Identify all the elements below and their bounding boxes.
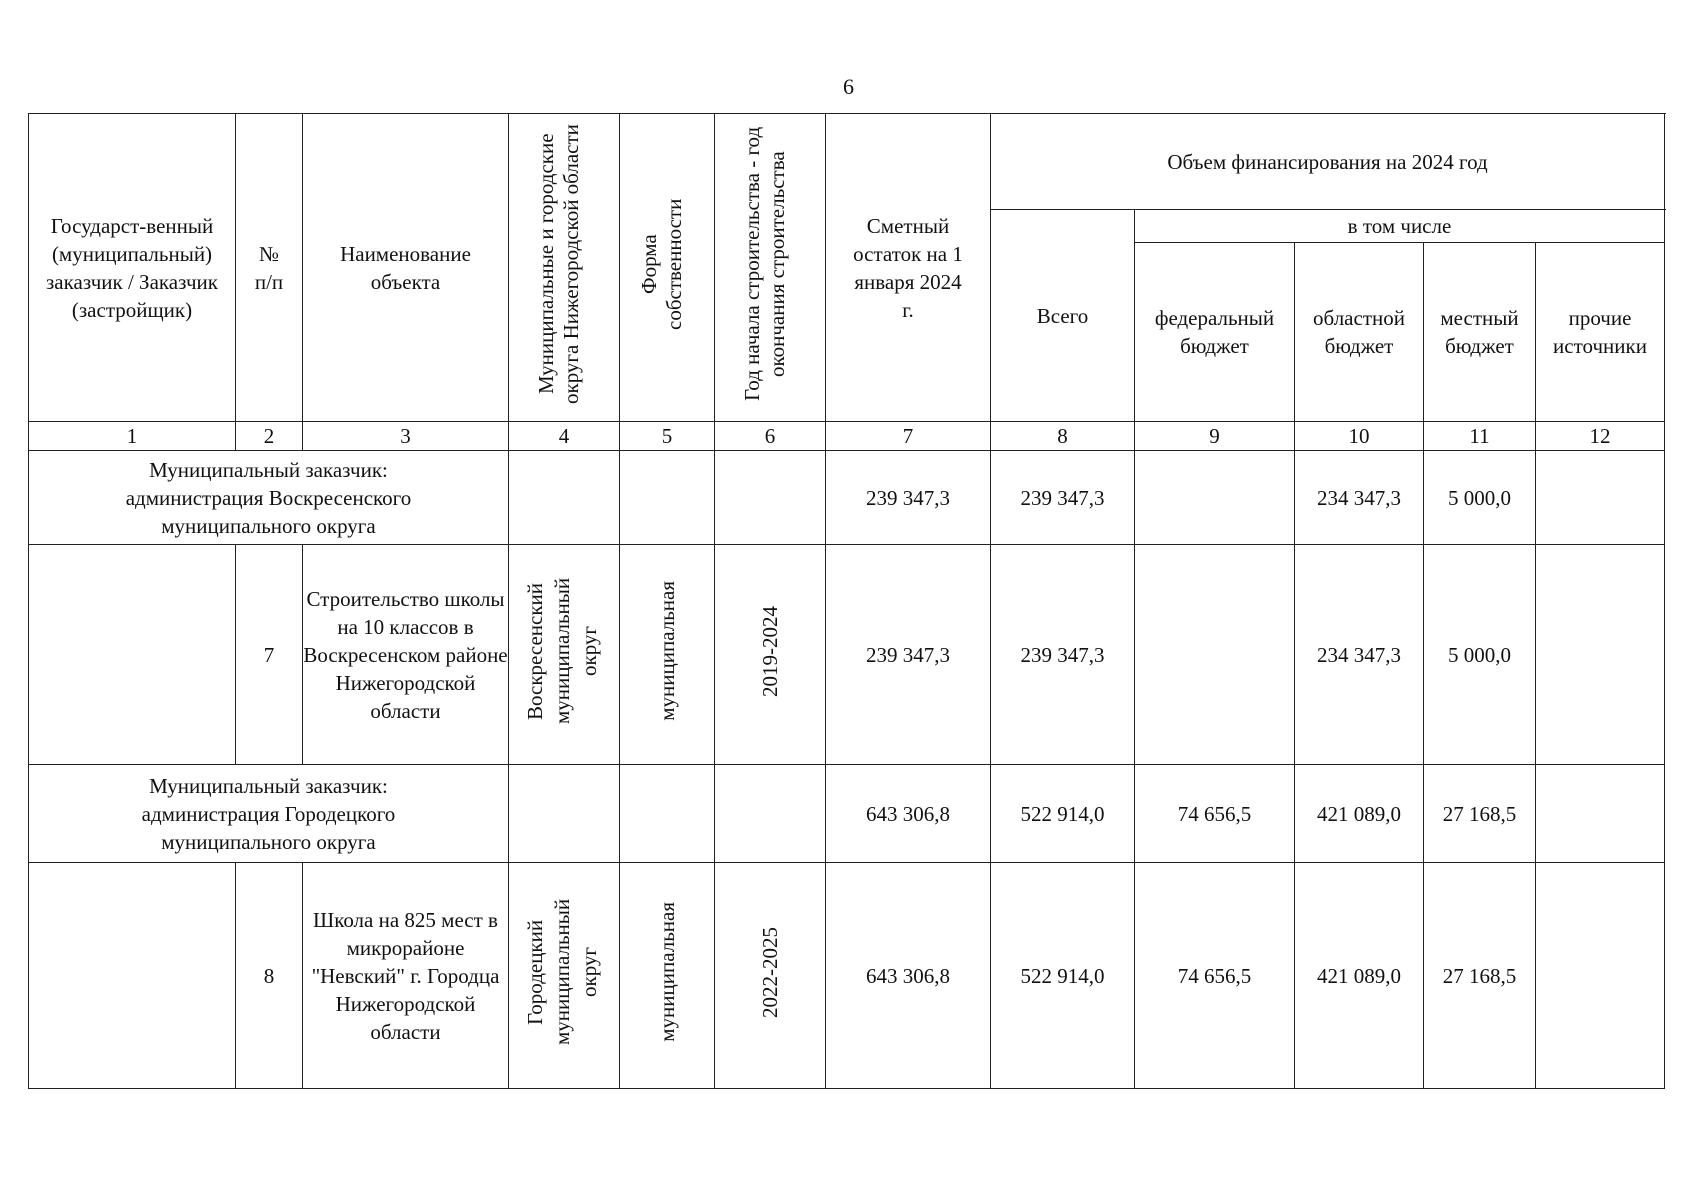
header-local: местный бюджет (1424, 243, 1536, 422)
header-years: Год начала строительства - год окончания строительства (740, 126, 789, 402)
object-number: 7 (236, 545, 303, 765)
other-value (1536, 765, 1665, 863)
header-object-name: Наименование объекта (303, 114, 509, 422)
column-number: 12 (1536, 422, 1665, 451)
total-value: 522 914,0 (991, 863, 1135, 1089)
object-number: 8 (236, 863, 303, 1089)
column-number: 10 (1295, 422, 1424, 451)
total-value: 239 347,3 (991, 545, 1135, 765)
object-municipality: Городецкий муниципальный округ (523, 898, 601, 1046)
local-value: 27 168,5 (1424, 765, 1536, 863)
header-municipality-cell (509, 114, 620, 422)
header-estimate-balance: Сметный остаток на 1 января 2024 г. (826, 114, 991, 422)
empty-cell (620, 765, 715, 863)
customer-row (29, 765, 1665, 863)
column-number: 7 (826, 422, 991, 451)
header-other: прочие источники (1536, 243, 1665, 422)
object-years-cell (715, 863, 826, 1089)
object-name: Строительство школы на 10 классов в Воскресенском районе Нижегородской области (303, 545, 509, 765)
empty-cell (715, 765, 826, 863)
local-value: 27 168,5 (1424, 863, 1536, 1089)
column-number: 1 (29, 422, 236, 451)
estimate-value: 239 347,3 (826, 451, 991, 545)
empty-cell (29, 863, 236, 1089)
local-value: 5 000,0 (1424, 451, 1536, 545)
estimate-value: 239 347,3 (826, 545, 991, 765)
capital-construction-table (28, 113, 1665, 1089)
column-number: 9 (1135, 422, 1295, 451)
empty-cell (715, 451, 826, 545)
object-municipality: Воскресенский муниципальный округ (523, 577, 601, 725)
customer-row (29, 451, 1665, 545)
object-row (29, 863, 1665, 1089)
regional-value: 421 089,0 (1295, 863, 1424, 1089)
header-row (29, 114, 1665, 210)
object-years: 2022-2025 (757, 926, 782, 1018)
object-municipality-cell (509, 545, 620, 765)
estimate-value: 643 306,8 (826, 863, 991, 1089)
other-value (1536, 863, 1665, 1089)
local-value: 5 000,0 (1424, 545, 1536, 765)
other-value (1536, 451, 1665, 545)
estimate-value: 643 306,8 (826, 765, 991, 863)
object-municipality-cell (509, 863, 620, 1089)
page-number: 6 (843, 74, 854, 99)
federal-value (1135, 545, 1295, 765)
empty-cell (509, 451, 620, 545)
header-years-cell (715, 114, 826, 422)
column-number: 11 (1424, 422, 1536, 451)
object-ownership: муниципальная (654, 902, 679, 1042)
object-ownership-cell (620, 545, 715, 765)
federal-value (1135, 451, 1295, 545)
column-number: 3 (303, 422, 509, 451)
other-value (1536, 545, 1665, 765)
header-funding-title: Объем финансирования на 2024 год (991, 114, 1665, 210)
object-ownership: муниципальная (654, 581, 679, 721)
object-row (29, 545, 1665, 765)
empty-cell (509, 765, 620, 863)
regional-value: 421 089,0 (1295, 765, 1424, 863)
header-total: Всего (991, 210, 1135, 422)
column-number: 6 (715, 422, 826, 451)
empty-cell (29, 545, 236, 765)
object-years-cell (715, 545, 826, 765)
total-value: 239 347,3 (991, 451, 1135, 545)
header-regional: областной бюджет (1295, 243, 1424, 422)
total-value: 522 914,0 (991, 765, 1135, 863)
header-number: № п/п (236, 114, 303, 422)
header-customer: Государст-венный (муниципальный) заказчик / Заказчик (застройщик) (29, 114, 236, 422)
column-number: 5 (620, 422, 715, 451)
column-number: 8 (991, 422, 1135, 451)
object-ownership-cell (620, 863, 715, 1089)
customer-name: Муниципальный заказчик: администрация Воскресенского муниципального округа (29, 451, 509, 545)
column-number: 4 (509, 422, 620, 451)
federal-value: 74 656,5 (1135, 863, 1295, 1089)
column-number: 2 (236, 422, 303, 451)
customer-name: Муниципальный заказчик: администрация Городецкого муниципального округа (29, 765, 509, 863)
header-municipality: Муниципальные и городские округа Нижегородской области (534, 124, 583, 404)
object-years: 2019-2024 (757, 605, 782, 697)
header-ownership: Форма собственности (637, 198, 686, 330)
column-numbers-row (29, 422, 1665, 451)
header-ownership-cell (620, 114, 715, 422)
federal-value: 74 656,5 (1135, 765, 1295, 863)
empty-cell (620, 451, 715, 545)
header-including: в том числе (1135, 210, 1665, 243)
header-federal: федеральный бюджет (1135, 243, 1295, 422)
regional-value: 234 347,3 (1295, 451, 1424, 545)
object-name: Школа на 825 мест в микрорайоне "Невский" г. Городца Нижегородской области (303, 863, 509, 1089)
regional-value: 234 347,3 (1295, 545, 1424, 765)
